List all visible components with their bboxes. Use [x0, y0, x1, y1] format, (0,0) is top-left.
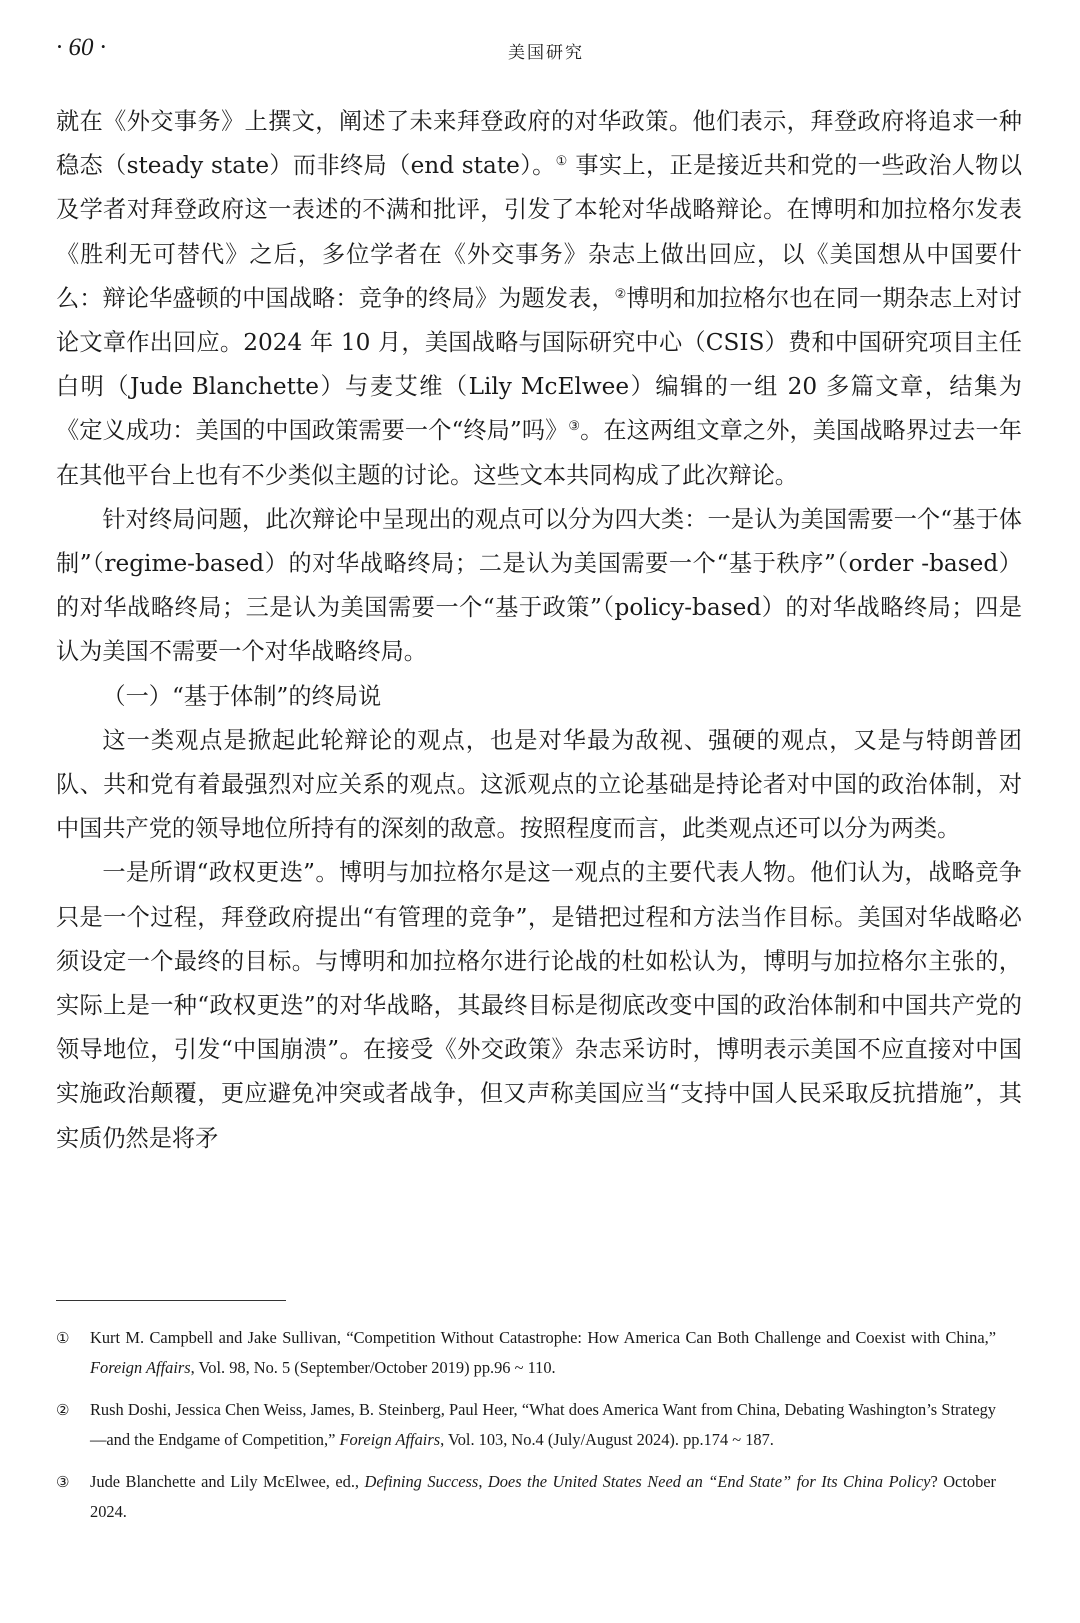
journal-title: 美国研究 [508, 43, 584, 63]
footnote-journal-title: Foreign Affairs [90, 1358, 191, 1377]
footnote-ref-2[interactable]: ② [614, 286, 627, 302]
footnote-text-part: ? October 2024. [90, 1472, 997, 1521]
footnote-marker: ② [56, 1401, 70, 1419]
footnote-text-part: , Vol. 103, No.4 (July/August 2024). pp.174 ~ 187. [440, 1430, 774, 1449]
footnote-text-part: , Vol. 98, No. 5 (September/October 2019) pp.96 ~ 110. [190, 1358, 556, 1377]
paragraph-1 [56, 100, 1022, 498]
footnote-text-part: Rush Doshi, Jessica Chen Weiss, James, B. Steinberg, Paul Heer, “What does America Want from China, Debating Washington’s Strategy—and the Endgame of Competition,” [90, 1400, 996, 1449]
paragraph-1-text-b: 事实上，正是接近共和党的一些政治人物以及学者对拜登政府这一表述的不满和批评，引发了本轮对华战略辩论。在博明和加拉格尔发表《胜利无可替代》之后，多位学者在《外交事务》杂志上做出回应，以《美国想从中国要什么：辩论华盛顿的中国战略：竞争的终局》为题发表， [56, 152, 1023, 312]
page-number: · 60 · [56, 34, 106, 61]
footnote-item [56, 1467, 996, 1527]
footnote-book-subtitle: Does the United States Need an “End State” for Its China Policy [487, 1472, 931, 1491]
paragraph-1-text-a: 就在《外交事务》上撰文，阐述了未来拜登政府的对华政策。他们表示，拜登政府将追求一种稳态（steady state）而非终局（end state）。 [56, 108, 1022, 180]
paragraph-1-text-d: 。在这两组文章之外，美国战略界过去一年在其他平台上也有不少类似主题的讨论。这些文本共同构成了此次辩论。 [56, 417, 1022, 489]
paragraph-4: 一是所谓“政权更迭”。博明与加拉格尔是这一观点的主要代表人物。他们认为，战略竞争只是一个过程，拜登政府提出“有管理的竞争”，是错把过程和方法当作目标。美国对华战略必须设定一个最终的目标。与博明和加拉格尔进行论战的杜如松认为，博明与加拉格尔主张的，实际上是一种“政权更迭”的对华战略，其最终目标是彻底改变中国的政治体制和中国共产党的领导地位，引发“中国崩溃”。在接受《外交政策》杂志采访时，博明表示美国不应直接对中国实施政治颠覆，更应避免冲突或者战争，但又声称美国应当“支持中国人民采取反抗措施”，其实质仍然是将矛 [56, 859, 1022, 1152]
footnote-book-title: Defining Success [364, 1472, 479, 1491]
footnote-ref-3[interactable]: ③ [568, 419, 581, 435]
footnotes [56, 1323, 996, 1539]
footnote-text [90, 1323, 996, 1383]
footnote-text-part: , [478, 1472, 488, 1491]
footnote-ref-1[interactable]: ① [555, 154, 568, 170]
footnote-item [56, 1395, 996, 1455]
footnote-text [90, 1395, 996, 1455]
footnote-text-part: Kurt M. Campbell and Jake Sullivan, “Competition Without Catastrophe: How America Can Both Challenge and Coexist with China,” [90, 1328, 996, 1347]
footnote-text-part: Jude Blanchette and Lily McElwee, ed., [90, 1472, 365, 1491]
paragraph-3: 这一类观点是掀起此轮辩论的观点，也是对华最为敌视、强硬的观点，又是与特朗普团队、共和党有着最强烈对应关系的观点。这派观点的立论基础是持论者对中国的政治体制，对中国共产党的领导地位所持有的深刻的敌意。按照程度而言，此类观点还可以分为两类。 [56, 726, 1022, 843]
paragraph-1-text-c: 博明和加拉格尔也在同一期杂志上对讨论文章作出回应。2024 年 10 月，美国战略与国际研究中心（CSIS）费和中国研究项目主任白明（Jude Blanchette）与麦艾维（Lily McElwee）编辑的一组 20 多篇文章，结集为《定义成功：美国的中国政策需要一个“终局”吗》 [56, 284, 1023, 445]
footnote-item [56, 1323, 996, 1383]
page-header [56, 34, 1036, 74]
footnote-marker: ① [56, 1329, 70, 1347]
footnote-journal-title: Foreign Affairs [339, 1430, 441, 1449]
paragraph-2: 针对终局问题，此次辩论中呈现出的观点可以分为四大类：一是认为美国需要一个“基于体制”（regime-based）的对华战略终局；二是认为美国需要一个“基于秩序”（order -based）的对华战略终局；三是认为美国需要一个“基于政策”（policy-based）的对华战略终局；四是认为美国不需要一个对华战略终局。 [56, 505, 1022, 666]
footnote-divider [56, 1300, 286, 1301]
footnote-marker: ③ [56, 1473, 70, 1491]
body-text [56, 100, 1022, 1161]
section-heading: （一）“基于体制”的终局说 [102, 682, 382, 710]
footnote-text [90, 1467, 996, 1527]
